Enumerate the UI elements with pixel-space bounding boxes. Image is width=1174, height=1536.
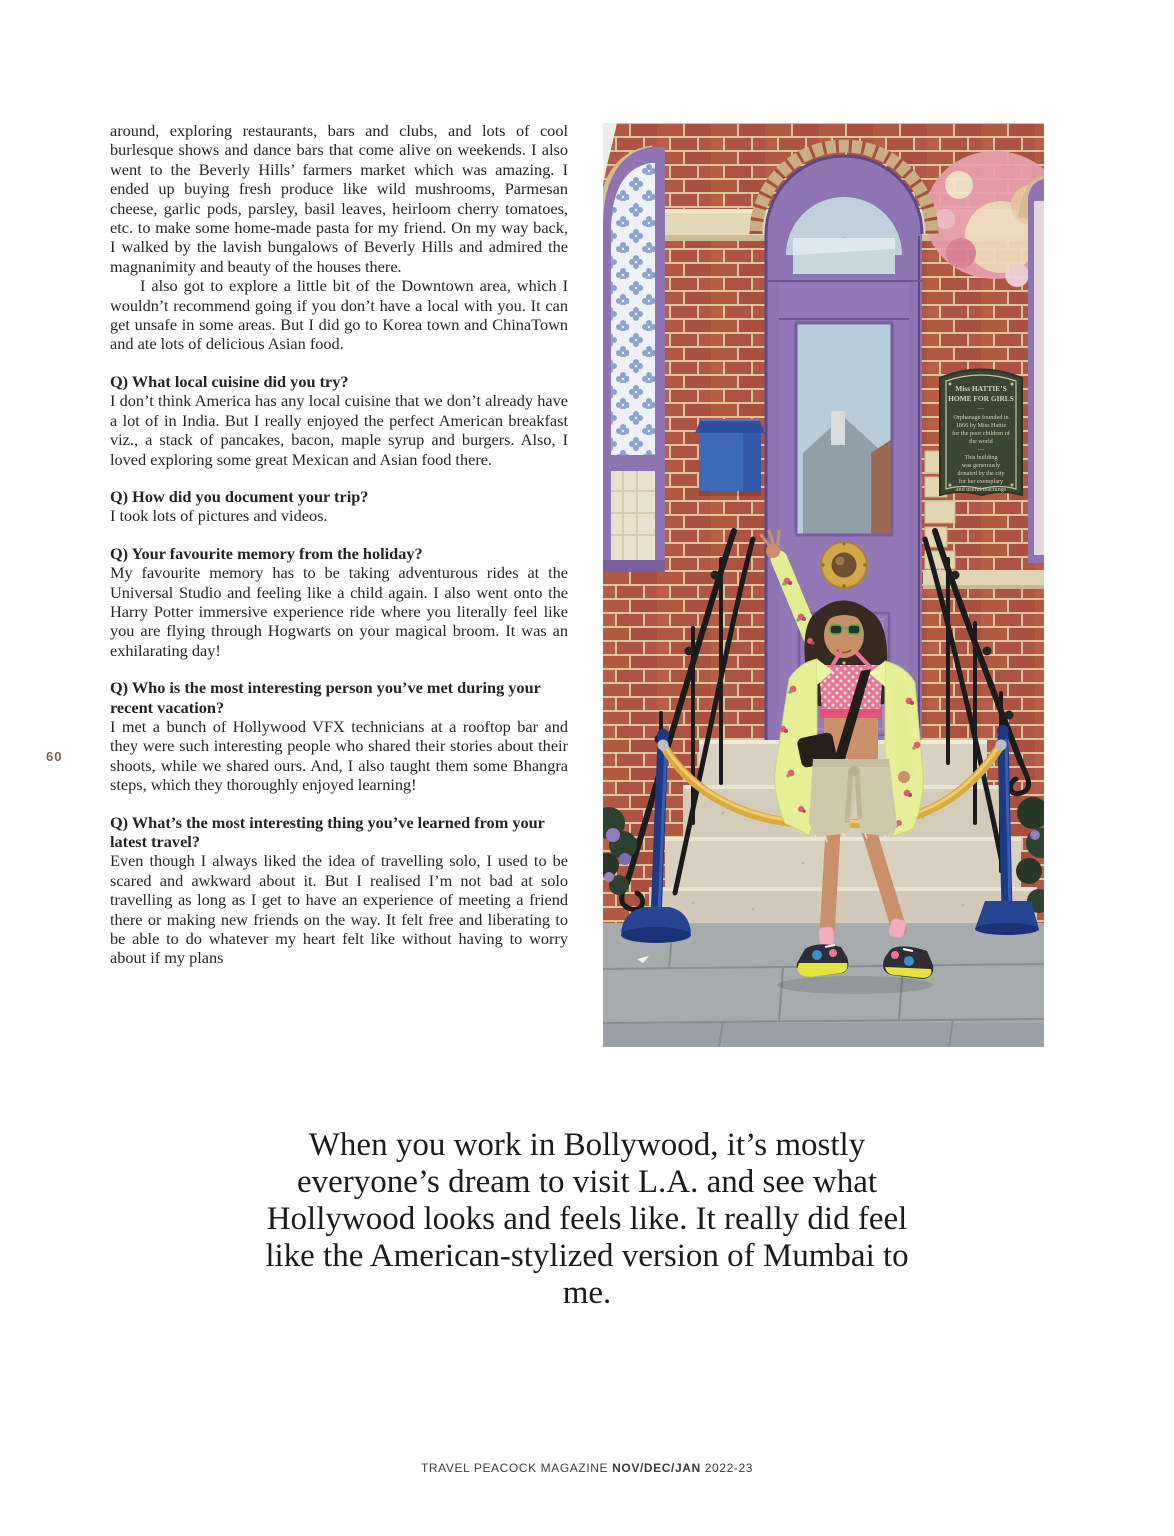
footer-issue: NOV/DEC/JAN <box>612 1461 701 1475</box>
question: Q) Your favourite memory from the holiday? <box>110 543 423 563</box>
footer-year: 2022-23 <box>704 1461 754 1475</box>
qa-block <box>110 487 568 526</box>
sign-line: for her exemplary <box>958 478 1004 485</box>
qa-block <box>110 813 568 968</box>
sign-line: and useful teachings <box>955 486 1007 493</box>
photo-illustration <box>603 123 1044 1047</box>
footer <box>0 1461 1174 1475</box>
left-window <box>603 147 665 572</box>
article-paragraph: I also got to explore a little bit of the Downtown area, which I wouldn’t recommend going if you don’t have a local with you. It can get unsafe in some areas. But I did go to Korea town and ChinaTown and ate lots of delicious Asian food. <box>110 276 568 354</box>
blue-mailbox <box>695 419 765 496</box>
answer: I met a bunch of Hollywood VFX technicians at a rooftop bar and they were such interesting people who shared their stories about their shoots, while we shared ours. And, I also taught them some Bhangra steps, which they thoroughly enjoyed learning! <box>110 716 568 795</box>
answer: I took lots of pictures and videos. <box>110 506 328 526</box>
question: Q) What local cuisine did you try? <box>110 371 349 391</box>
qa-block <box>110 372 568 469</box>
sign-line: donated by the city <box>957 470 1005 477</box>
sign-line: was generously <box>961 462 1001 469</box>
question: Q) What’s the most interesting thing you’ve learned from your latest travel? <box>110 812 545 851</box>
pull-quote: When you work in Bollywood, it’s mostly everyone’s dream to visit L.A. and see what Hollywood looks and feels like. It really did feel like the American-stylized version of Mumbai to me. <box>265 1127 909 1311</box>
sign-line: 1866 by Miss Hattie <box>955 422 1007 429</box>
sign-line: for the poor children of <box>952 430 1010 437</box>
qa-block <box>110 678 568 794</box>
answer: I don’t think America has any local cuisine that we don’t already have a lot of in India. But I really enjoyed the perfect American breakfast viz., a stack of pancakes, bacon, maple syrup and burgers. Also, I loved exploring some great Mexican and Asian food there. <box>110 391 568 469</box>
article-paragraph: around, exploring restaurants, bars and clubs, and lots of cool burlesque shows and dance bars that come alive on weekends. I also went to the Beverly Hills’ farmers market which was amazing. I ended up buying fresh produce like wild mushrooms, Parmesan cheese, garlic pods, parsley, basil leaves, heirloom cherry tomatoes, etc. to make some home-made pasta for my friend. On my way back, I walked by the lavish bungalows of Beverly Hills and admired the magnanimity and beauty of the houses there. <box>110 121 568 276</box>
sign-line: This building <box>964 454 998 461</box>
sign-line: HOME FOR GIRLS <box>948 394 1014 403</box>
sneaker-right <box>883 946 933 979</box>
footer-magazine: TRAVEL PEACOCK MAGAZINE <box>420 1461 609 1475</box>
question: Q) Who is the most interesting person you’ve met during your recent vacation? <box>110 678 541 717</box>
sign-line: Miss HATTIE’S <box>955 384 1007 393</box>
answer: My favourite memory has to be taking adventurous rides at the Universal Studio and feeling like a child again. I also went onto the Harry Potter immersive experience ride where you literally feel like you are flying through Hogwarts on your magical broom. It was an exhilarating day! <box>110 563 568 660</box>
sign-line: Orphanage founded in <box>953 414 1009 421</box>
qa-block <box>110 544 568 660</box>
travel-photo <box>603 123 1044 1047</box>
article-column <box>110 121 568 968</box>
page-number: 60 <box>46 749 63 764</box>
answer: Even though I always liked the idea of travelling solo, I used to be scared and awkward about it. But I realised I’m not bad at solo travelling as long as I get to have an experience of meeting a friend there or making new friends on the way. It felt free and liberating to be able to do whatever my heart felt like without having to worry about if my plans <box>110 851 568 968</box>
door-knocker <box>821 542 867 588</box>
sign-line: — <box>977 446 985 453</box>
home-for-girls-sign <box>940 370 1022 496</box>
sign-line: — <box>977 405 985 412</box>
question: Q) How did you document your trip? <box>110 486 369 506</box>
sign-line: the world <box>969 438 993 445</box>
